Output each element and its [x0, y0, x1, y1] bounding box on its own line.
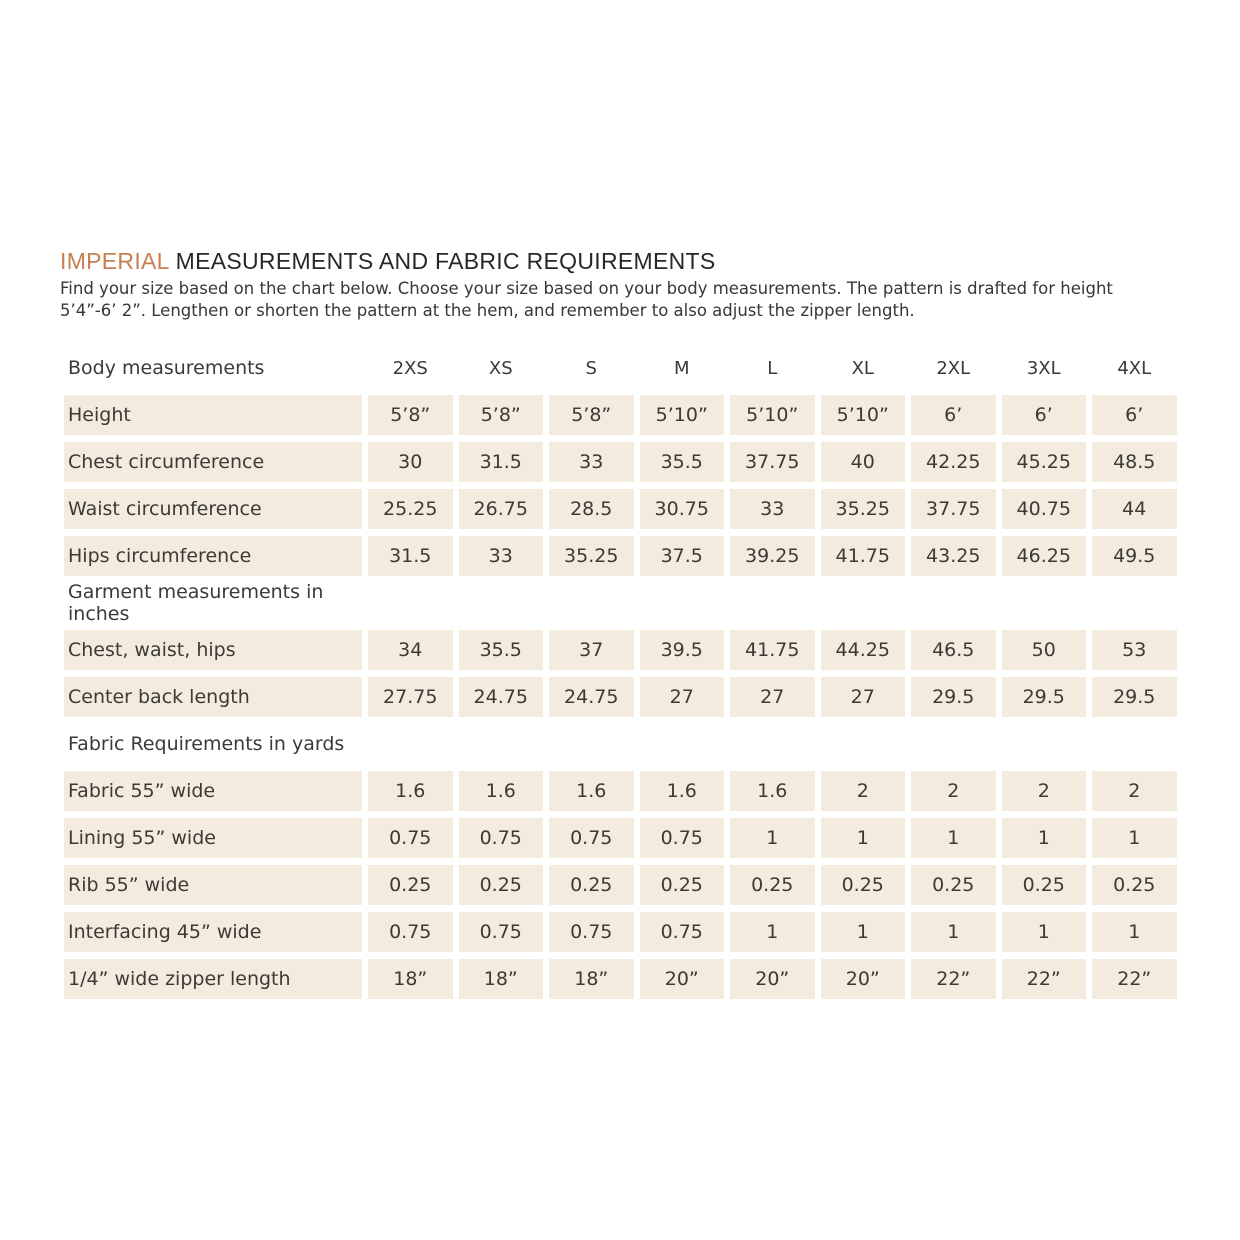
row-label: Waist circumference [64, 489, 362, 529]
table-cell: 33 [549, 442, 634, 482]
row-label: Interfacing 45” wide [64, 912, 362, 952]
table-cell: 0.75 [640, 818, 725, 858]
table-cell: 18” [549, 959, 634, 999]
empty-cell [640, 583, 725, 623]
title-rest: MEASUREMENTS AND FABRIC REQUIREMENTS [175, 248, 716, 274]
table-cell: 44.25 [821, 630, 906, 670]
table-cell: 29.5 [1002, 677, 1087, 717]
empty-cell [368, 724, 453, 764]
table-cell: 24.75 [549, 677, 634, 717]
size-chart-table [64, 348, 1177, 1006]
intro-line: Find your size based on the chart below. Choose your size based on your body measurements. The pattern is drafted for height [60, 279, 1113, 298]
empty-cell [1092, 724, 1177, 764]
table-cell: 46.25 [1002, 536, 1087, 576]
table-cell: 26.75 [459, 489, 544, 529]
table-cell: 25.25 [368, 489, 453, 529]
table-cell: 0.75 [368, 818, 453, 858]
empty-cell [459, 724, 544, 764]
empty-cell [459, 583, 544, 623]
intro-paragraph [60, 278, 1160, 322]
table-cell: 0.75 [459, 818, 544, 858]
table-cell: 46.5 [911, 630, 996, 670]
table-cell: 22” [911, 959, 996, 999]
row-label: Lining 55” wide [64, 818, 362, 858]
empty-cell [821, 724, 906, 764]
table-cell: 0.25 [730, 865, 815, 905]
table-cell: 39.5 [640, 630, 725, 670]
table-cell: 49.5 [1092, 536, 1177, 576]
table-cell: 1 [730, 912, 815, 952]
table-cell: 5’10” [730, 395, 815, 435]
table-cell: 43.25 [911, 536, 996, 576]
table-cell: 30.75 [640, 489, 725, 529]
table-cell: 20” [640, 959, 725, 999]
table-cell: 35.5 [459, 630, 544, 670]
table-cell: 22” [1092, 959, 1177, 999]
table-cell: 6’ [1002, 395, 1087, 435]
table-cell: 18” [368, 959, 453, 999]
empty-cell [1002, 724, 1087, 764]
table-cell: 1 [821, 818, 906, 858]
table-cell: 20” [730, 959, 815, 999]
table-cell: 0.25 [368, 865, 453, 905]
table-cell: 18” [459, 959, 544, 999]
row-label: 1/4” wide zipper length [64, 959, 362, 999]
table-cell: 40 [821, 442, 906, 482]
section-header: Fabric Requirements in yards [68, 733, 345, 755]
table-cell: 1.6 [730, 771, 815, 811]
table-cell: 30 [368, 442, 453, 482]
row-label: Hips circumference [64, 536, 362, 576]
table-cell: 6’ [911, 395, 996, 435]
intro-line: 5’4”-6’ 2”. Lengthen or shorten the pattern at the hem, and remember to also adjust the zipper length. [60, 301, 915, 320]
size-column-header: L [767, 357, 778, 379]
table-cell: 0.75 [549, 818, 634, 858]
table-cell: 5’10” [640, 395, 725, 435]
table-cell: 1 [1002, 818, 1087, 858]
table-cell: 2 [1002, 771, 1087, 811]
table-cell: 1 [1092, 818, 1177, 858]
table-cell: 0.75 [640, 912, 725, 952]
empty-cell [1092, 583, 1177, 623]
row-label: Chest, waist, hips [64, 630, 362, 670]
table-cell: 35.5 [640, 442, 725, 482]
empty-cell [911, 724, 996, 764]
empty-cell [549, 583, 634, 623]
empty-cell [549, 724, 634, 764]
table-cell: 41.75 [730, 630, 815, 670]
row-label: Rib 55” wide [64, 865, 362, 905]
table-cell: 31.5 [368, 536, 453, 576]
size-column-header: 3XL [1026, 357, 1061, 379]
table-cell: 53 [1092, 630, 1177, 670]
size-column-header: S [585, 357, 597, 379]
row-label: Chest circumference [64, 442, 362, 482]
empty-cell [821, 583, 906, 623]
section-header: Garment measurements in inches [68, 581, 324, 625]
table-cell: 0.75 [459, 912, 544, 952]
table-cell: 40.75 [1002, 489, 1087, 529]
table-cell: 1.6 [640, 771, 725, 811]
table-cell: 37.75 [911, 489, 996, 529]
page-title [60, 248, 1180, 274]
table-cell: 48.5 [1092, 442, 1177, 482]
table-cell: 50 [1002, 630, 1087, 670]
table-cell: 37 [549, 630, 634, 670]
table-cell: 2 [821, 771, 906, 811]
empty-cell [368, 583, 453, 623]
table-cell: 27.75 [368, 677, 453, 717]
table-cell: 29.5 [911, 677, 996, 717]
table-cell: 1 [821, 912, 906, 952]
table-cell: 27 [730, 677, 815, 717]
table-cell: 44 [1092, 489, 1177, 529]
table-cell: 45.25 [1002, 442, 1087, 482]
measurement-document [60, 248, 1180, 990]
table-cell: 5’10” [821, 395, 906, 435]
table-cell: 0.75 [549, 912, 634, 952]
table-cell: 0.75 [368, 912, 453, 952]
table-cell: 27 [640, 677, 725, 717]
size-column-header: 4XL [1117, 357, 1152, 379]
empty-cell [1002, 583, 1087, 623]
size-column-header: XL [851, 357, 874, 379]
table-cell: 0.25 [549, 865, 634, 905]
size-column-header: 2XS [392, 357, 428, 379]
table-cell: 0.25 [821, 865, 906, 905]
table-cell: 33 [730, 489, 815, 529]
table-cell: 1 [911, 912, 996, 952]
table-cell: 2 [1092, 771, 1177, 811]
table-cell: 5’8” [459, 395, 544, 435]
table-cell: 20” [821, 959, 906, 999]
empty-cell [730, 724, 815, 764]
table-cell: 2 [911, 771, 996, 811]
table-cell: 1 [730, 818, 815, 858]
table-cell: 37.75 [730, 442, 815, 482]
table-cell: 37.5 [640, 536, 725, 576]
table-cell: 28.5 [549, 489, 634, 529]
table-cell: 39.25 [730, 536, 815, 576]
table-cell: 1.6 [368, 771, 453, 811]
table-cell: 0.25 [459, 865, 544, 905]
row-label: Center back length [64, 677, 362, 717]
table-cell: 1 [1092, 912, 1177, 952]
table-cell: 29.5 [1092, 677, 1177, 717]
table-cell: 42.25 [911, 442, 996, 482]
size-column-header: 2XL [936, 357, 971, 379]
table-cell: 6’ [1092, 395, 1177, 435]
empty-cell [730, 583, 815, 623]
table-cell: 1 [911, 818, 996, 858]
table-cell: 0.25 [1002, 865, 1087, 905]
table-cell: 24.75 [459, 677, 544, 717]
row-label: Fabric 55” wide [64, 771, 362, 811]
row-label: Height [64, 395, 362, 435]
table-cell: 0.25 [640, 865, 725, 905]
table-cell: 1.6 [549, 771, 634, 811]
table-cell: 35.25 [821, 489, 906, 529]
empty-cell [911, 583, 996, 623]
table-cell: 5’8” [549, 395, 634, 435]
table-cell: 0.25 [911, 865, 996, 905]
table-cell: 41.75 [821, 536, 906, 576]
title-accent: IMPERIAL [60, 248, 169, 274]
table-cell: 33 [459, 536, 544, 576]
table-cell: 1 [1002, 912, 1087, 952]
section-header: Body measurements [68, 357, 265, 379]
table-cell: 0.25 [1092, 865, 1177, 905]
table-cell: 27 [821, 677, 906, 717]
size-column-header: XS [488, 357, 513, 379]
table-cell: 1.6 [459, 771, 544, 811]
empty-cell [640, 724, 725, 764]
table-cell: 34 [368, 630, 453, 670]
table-cell: 35.25 [549, 536, 634, 576]
table-cell: 5’8” [368, 395, 453, 435]
size-column-header: M [673, 357, 690, 379]
table-cell: 31.5 [459, 442, 544, 482]
table-cell: 22” [1002, 959, 1087, 999]
